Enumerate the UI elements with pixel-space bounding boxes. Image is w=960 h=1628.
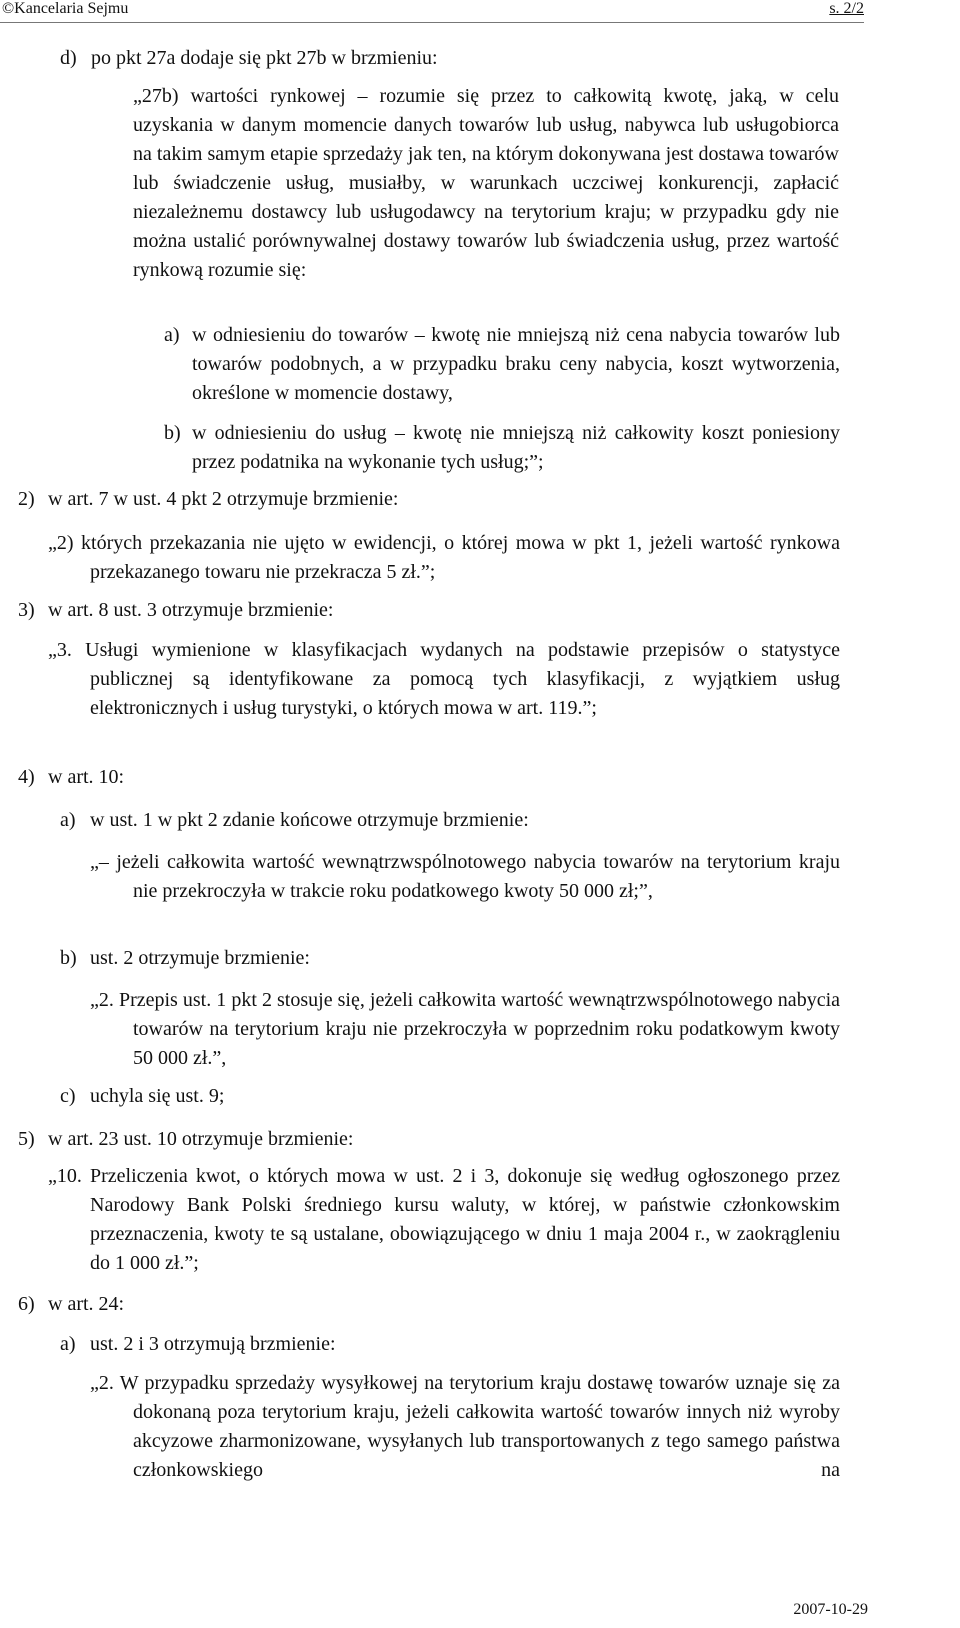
subitem-text: w odniesieniu do towarów – kwotę nie mniejszą niż cena nabycia towarów lub towarów podobnych, a w przypadku braku ceny nabycia, koszt wytworzenia, określone w momencie dostawy, <box>192 324 840 404</box>
item-text: w art. 7 w ust. 4 pkt 2 otrzymuje brzmienie: <box>48 488 399 510</box>
quoted-paragraph: „3. Usługi wymienione w klasyfikacjach wydanych na podstawie przepisów o statystyce publicznej są identyfikowane za pomocą tych klasyfikacji, z wyjątkiem usług elektronicznych i usług turystyki, o których mowa w art. 119.”; <box>48 639 840 719</box>
quoted-paragraph: „2. Przepis ust. 1 pkt 2 stosuje się, jeżeli całkowita wartość wewnątrzwspólnotowego nabycia towarów na terytorium kraju nie przekroczyła w poprzednim roku podatkowym kwoty 50 000 zł.”, <box>90 989 840 1069</box>
page-header <box>0 0 864 23</box>
item-text: po pkt 27a dodaje się pkt 27b w brzmieniu: <box>91 47 438 69</box>
quoted-paragraph: „10. Przeliczenia kwot, o których mowa w ust. 2 i 3, dokonuje się według ogłoszonego przez Narodowy Bank Polski średniego kursu waluty, w której, w państwie członkowskim przeznaczenia, kwoty te są ustalane, obowiązującego w dniu 1 maja 2004 r., w zaokrągleniu do 1 000 zł.”; <box>48 1165 840 1274</box>
item-label: 6) <box>18 1293 35 1315</box>
subitem-label: c) <box>60 1085 76 1107</box>
subitem-label: a) <box>164 324 180 346</box>
subitem-label: b) <box>164 422 181 444</box>
quoted-paragraph: „2. W przypadku sprzedaży wysyłkowej na terytorium kraju dostawę towarów uznaje się za dokonaną poza terytorium kraju, jeżeli całkowita wartość towarów innych niż wyroby akcyzowe zharmonizowane, wysyłanych lub transportowanych z tego samego państwa członkowskiego na <box>90 1372 840 1481</box>
item-label: d) <box>60 47 77 69</box>
item-text: w art. 24: <box>48 1293 125 1315</box>
subitem-label: b) <box>60 947 77 969</box>
subitem-text: w odniesieniu do usług – kwotę nie mniejszą niż całkowity koszt poniesiony przez podatnika na wykonanie tych usług;”; <box>192 422 840 473</box>
item-label: 3) <box>18 599 35 621</box>
item-label: 2) <box>18 488 35 510</box>
item-label: 5) <box>18 1128 35 1150</box>
quoted-paragraph: „– jeżeli całkowita wartość wewnątrzwspólnotowego nabycia towarów na terytorium kraju nie przekroczyła w trakcie roku podatkowego kwoty 50 000 zł;”, <box>90 851 840 902</box>
quoted-paragraph: „27b) wartości rynkowej – rozumie się przez to całkowitą kwotę, jaką, w celu uzyskania w danym momencie danych towarów lub usług, nabywca lub usługobiorca na takim samym etapie sprzedaży jak ten, na którym dokonywana jest dostawa towarów lub świadczenie usług, musiałby, w warunkach uczciwej konkurencji, zapłacić niezależnemu dostawcy lub usługodawcy na terytorium kraju; w przypadku gdy nie można ustalić porównywalnej dostawy towarów lub świadczenia usług, przez wartość rynkową rozumie się: <box>133 85 839 281</box>
item-text: w art. 8 ust. 3 otrzymuje brzmienie: <box>48 599 334 621</box>
subitem-text: w ust. 1 w pkt 2 zdanie końcowe otrzymuje brzmienie: <box>90 809 529 831</box>
subitem-text: uchyla się ust. 9; <box>90 1085 225 1107</box>
item-label: 4) <box>18 766 35 788</box>
subitem-text: ust. 2 otrzymuje brzmienie: <box>90 947 310 969</box>
subitem-text: ust. 2 i 3 otrzymują brzmienie: <box>90 1333 336 1355</box>
header-page-number: s. 2/2 <box>829 0 864 17</box>
quoted-paragraph: „2) których przekazania nie ujęto w ewidencji, o której mowa w pkt 1, jeżeli wartość rynkowa przekazanego towaru nie przekracza 5 zł.”; <box>48 532 840 583</box>
footer-date: 2007-10-29 <box>793 1601 868 1618</box>
item-text: w art. 10: <box>48 766 125 788</box>
subitem-label: a) <box>60 809 76 831</box>
header-source: ©Kancelaria Sejmu <box>2 0 129 17</box>
subitem-label: a) <box>60 1333 76 1355</box>
item-text: w art. 23 ust. 10 otrzymuje brzmienie: <box>48 1128 354 1150</box>
